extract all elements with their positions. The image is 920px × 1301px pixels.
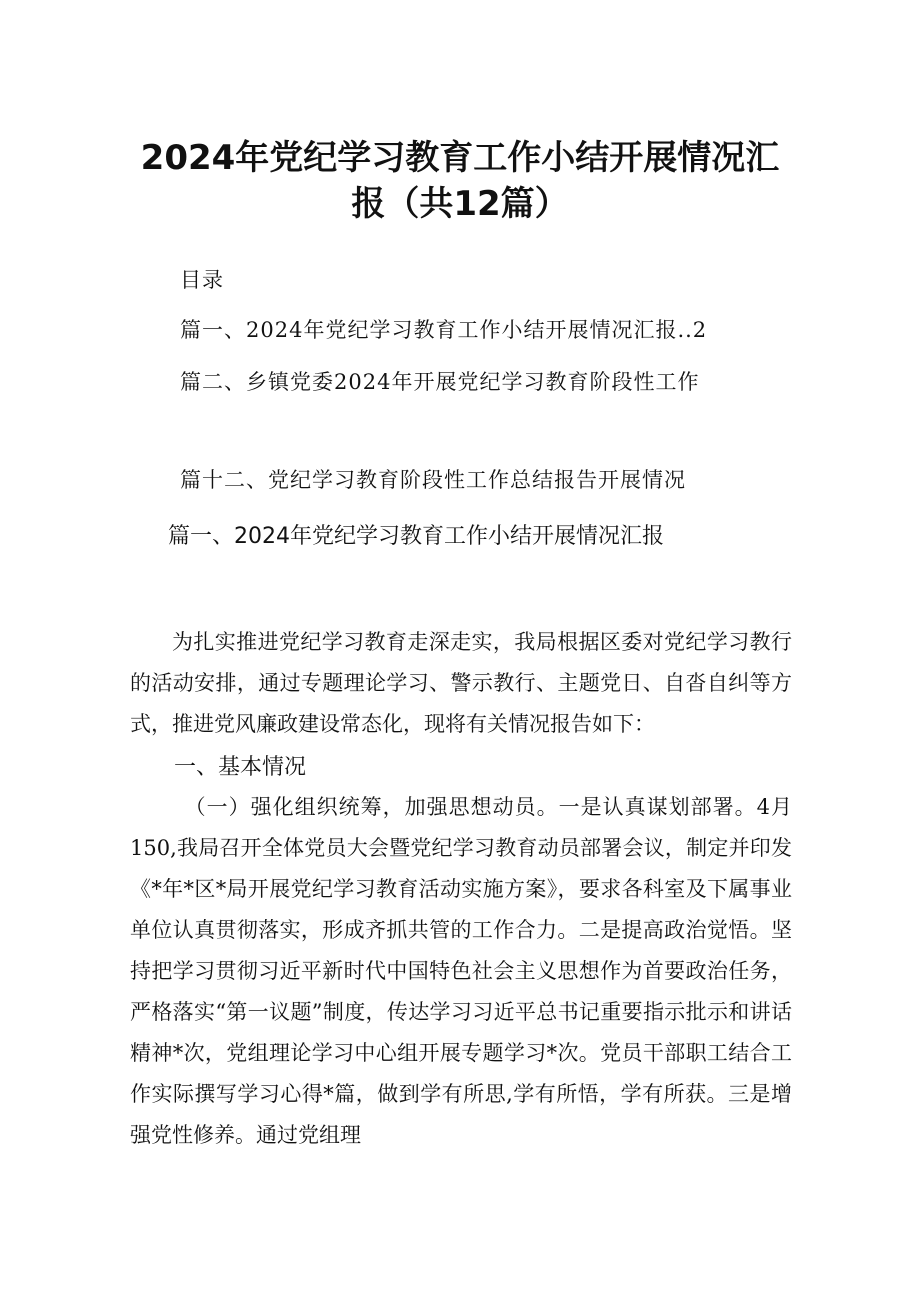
section-heading: 篇一、2024年党纪学习教育工作小结开展情况汇报 xyxy=(168,524,664,549)
toc-item-1: 篇一、2024年党纪学习教育工作小结开展情况汇报..2 xyxy=(180,318,708,342)
toc-item-2: 篇二、乡镇党委2024年开展党纪学习教育阶段性工作 xyxy=(180,370,700,394)
toc-label: 目录 xyxy=(180,268,224,292)
body-paragraph: （一）强化组织统筹，加强思想动员。一是认真谋划部署。4月150,我局召开全体党员大会暨党纪学习教育动员部署会议，制定并印发《*年*区*局开展党纪学习教育活动实施方案》，要求各科室及下属事业单位认真贯彻落实，形成齐抓共管的工作合力。二是提高政治觉悟。坚持把学习贯彻习近平新时代中国特色社会主义思想作为首要政治任务，严格落实“第一议题”制度，传达学习习近平总书记重要指示批示和讲话精神*次，党组理论学习中心组开展专题学习*次。党员干部职工结合工作实际撰写学习心得*篇，做到学有所思,学有所悟，学有所获。三是增强党性修养。通过党组理 xyxy=(130,795,792,1147)
subheading-basic-situation: 一、基本情况 xyxy=(174,755,307,780)
toc-item-12: 篇十二、党纪学习教育阶段性工作总结报告开展情况 xyxy=(180,468,686,492)
document-title-line-2: 报（共12篇） xyxy=(351,184,569,224)
document-title-line-1: 2024年党纪学习教育工作小结开展情况汇 xyxy=(140,138,780,178)
body-paragraph: 为扎实推进党纪学习教育走深走实，我局根据区委对党纪学习教行的活动安排，通过专题理论学习、警示教行、主题党日、自沓自纠等方式，推进党风廉政建设常态化，现将有关情况报告如下： xyxy=(130,630,792,736)
